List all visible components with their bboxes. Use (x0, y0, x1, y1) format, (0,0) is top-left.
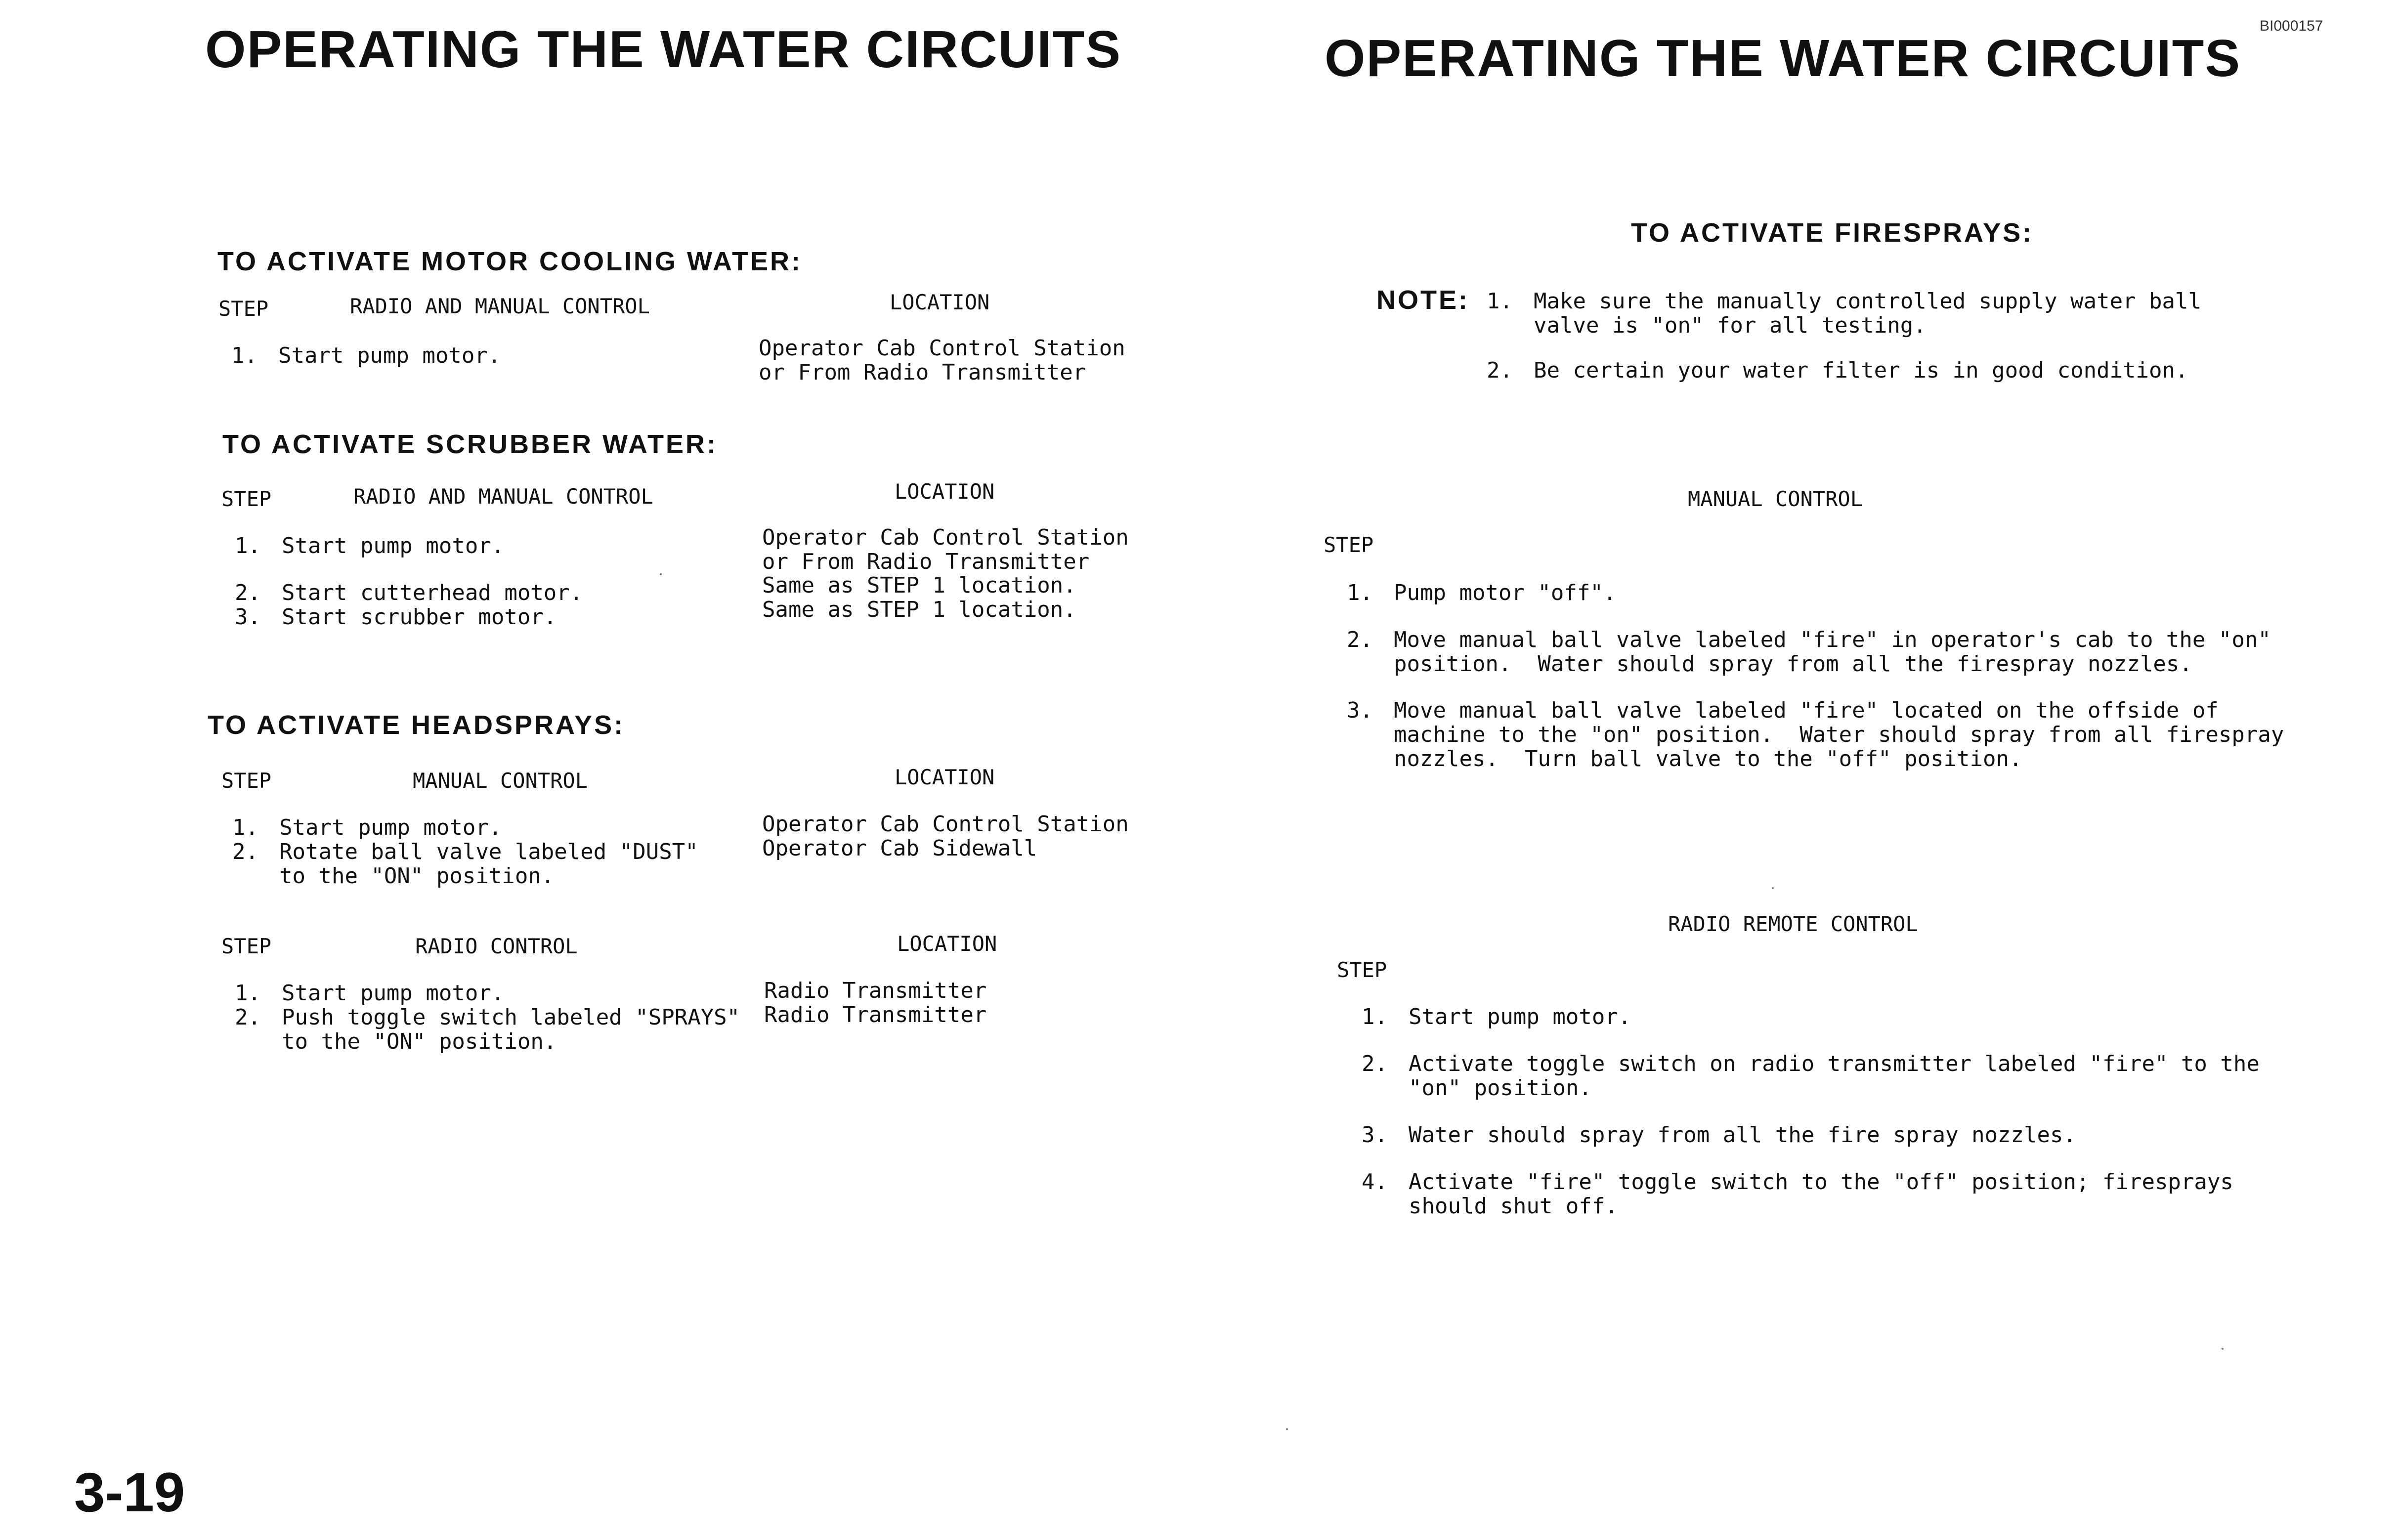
motor-cooling-location-header: LOCATION (890, 290, 990, 314)
step-text: Rotate ball valve labeled "DUST" to the "ON" position. (279, 839, 698, 889)
step-number: 1. (235, 981, 261, 1006)
manual-control-step-header: STEP (1324, 533, 1374, 557)
radio-remote-step-4 (1362, 1170, 2233, 1218)
headsprays-radio-step-1-location: Radio Transmitter (764, 978, 987, 1003)
headsprays-manual-step-1 (232, 815, 502, 840)
step-text: Start pump motor. (1409, 1004, 1631, 1029)
step-text: Move manual ball valve labeled "fire" in operator's cab to the "on" position. Water should spray from all the firespray nozzles. (1394, 627, 2271, 677)
headsprays-manual-control-header: MANUAL CONTROL (413, 769, 588, 793)
step-number: 1. (232, 815, 258, 840)
step-number: 3. (1362, 1122, 1388, 1148)
note-2 (1487, 358, 2188, 383)
motor-cooling-step-header: STEP (218, 297, 269, 321)
scrubber-step-3 (235, 605, 557, 629)
headsprays-radio-step-1 (235, 981, 504, 1005)
headsprays-radio-location-header: LOCATION (897, 932, 997, 956)
scan-speck (2222, 1348, 2224, 1350)
note-number: 2. (1487, 358, 1513, 383)
note-text: Make sure the manually controlled supply water ball valve is "on" for all testing. (1534, 289, 2202, 338)
scan-speck (1286, 1428, 1288, 1430)
step-text: Pump motor "off". (1394, 580, 1617, 605)
step-text: Start pump motor. (278, 343, 501, 368)
step-number: 2. (1362, 1051, 1388, 1076)
page-number: 3-19 (74, 1461, 185, 1523)
scrubber-step-1-location: Operator Cab Control Station or From Radio Transmitter (762, 525, 1129, 574)
step-number: 4. (1362, 1169, 1388, 1195)
firesprays-heading: TO ACTIVATE FIRESPRAYS: (1631, 218, 2034, 248)
radio-remote-heading: RADIO REMOTE CONTROL (1668, 912, 1918, 936)
headsprays-manual-location-header: LOCATION (895, 765, 995, 789)
scan-speck (1772, 887, 1774, 889)
motor-cooling-step-1 (231, 343, 501, 368)
scrubber-location-header: LOCATION (895, 479, 995, 504)
step-text: Move manual ball valve labeled "fire" located on the offside of machine to the "on" position. Water should spray from all firespray nozzles. Turn ball valve to the "off" position. (1394, 698, 2284, 771)
step-number: 1. (231, 343, 257, 368)
step-number: 2. (235, 580, 261, 605)
radio-remote-step-2 (1362, 1052, 2260, 1100)
headsprays-manual-step-header: STEP (221, 769, 272, 793)
step-text: Push toggle switch labeled "SPRAYS" to the "ON" position. (282, 1005, 740, 1054)
document-reference: BI000157 (2260, 18, 2323, 34)
step-number: 1. (1347, 580, 1373, 605)
step-text: Activate toggle switch on radio transmitter labeled "fire" to the "on" position. (1409, 1051, 2260, 1101)
note-text: Be certain your water filter is in good condition. (1534, 358, 2188, 383)
step-text: Start pump motor. (282, 533, 505, 558)
headsprays-manual-step-2 (232, 840, 698, 888)
headsprays-manual-step-1-location: Operator Cab Control Station (762, 812, 1129, 837)
step-text: Start cutterhead motor. (282, 580, 583, 605)
step-text: Start pump motor. (282, 981, 505, 1006)
step-number: 3. (235, 604, 261, 630)
step-text: Water should spray from all the fire spray nozzles. (1409, 1122, 2077, 1148)
manual-control-heading: MANUAL CONTROL (1688, 487, 1863, 511)
scrubber-step-2 (235, 581, 583, 605)
step-number: 2. (1347, 627, 1373, 652)
scrubber-control-header: RADIO AND MANUAL CONTROL (353, 484, 653, 509)
manual-control-step-2 (1347, 628, 2271, 676)
left-page-title: OPERATING THE WATER CIRCUITS (205, 20, 1122, 79)
scrubber-heading: TO ACTIVATE SCRUBBER WATER: (222, 429, 718, 459)
headsprays-manual-step-2-location: Operator Cab Sidewall (762, 836, 1037, 861)
radio-remote-step-1 (1362, 1005, 1631, 1029)
step-text: Activate "fire" toggle switch to the "off" position; firesprays should shut off. (1409, 1169, 2233, 1219)
manual-control-step-1 (1347, 581, 1616, 605)
motor-cooling-control-header: RADIO AND MANUAL CONTROL (350, 294, 650, 318)
headsprays-radio-step-2 (235, 1005, 740, 1054)
headsprays-radio-control-header: RADIO CONTROL (415, 934, 578, 958)
scrubber-step-3-location: Same as STEP 1 location. (762, 597, 1076, 622)
step-text: Start scrubber motor. (282, 604, 557, 630)
note-number: 1. (1487, 289, 1513, 314)
note-1 (1487, 289, 2201, 338)
headsprays-radio-step-header: STEP (221, 934, 272, 958)
radio-remote-step-3 (1362, 1123, 2076, 1147)
scrubber-step-2-location: Same as STEP 1 location. (762, 573, 1076, 598)
step-number: 1. (235, 533, 261, 558)
motor-cooling-step-1-location: Operator Cab Control Station or From Radio Transmitter (759, 336, 1125, 385)
scrubber-step-header: STEP (221, 487, 272, 511)
note-label: NOTE: (1376, 285, 1469, 315)
right-page-title: OPERATING THE WATER CIRCUITS (1325, 29, 2241, 87)
headsprays-heading: TO ACTIVATE HEADSPRAYS: (208, 710, 625, 740)
scrubber-step-1 (235, 534, 504, 558)
scan-speck (660, 573, 662, 575)
headsprays-radio-step-2-location: Radio Transmitter (764, 1002, 987, 1027)
step-number: 2. (235, 1005, 261, 1030)
radio-remote-step-header: STEP (1337, 958, 1387, 982)
motor-cooling-heading: TO ACTIVATE MOTOR COOLING WATER: (217, 247, 802, 276)
step-number: 2. (232, 839, 258, 864)
step-text: Start pump motor. (279, 815, 502, 840)
step-number: 1. (1362, 1004, 1388, 1029)
step-number: 3. (1347, 698, 1373, 723)
manual-control-step-3 (1347, 698, 2284, 771)
